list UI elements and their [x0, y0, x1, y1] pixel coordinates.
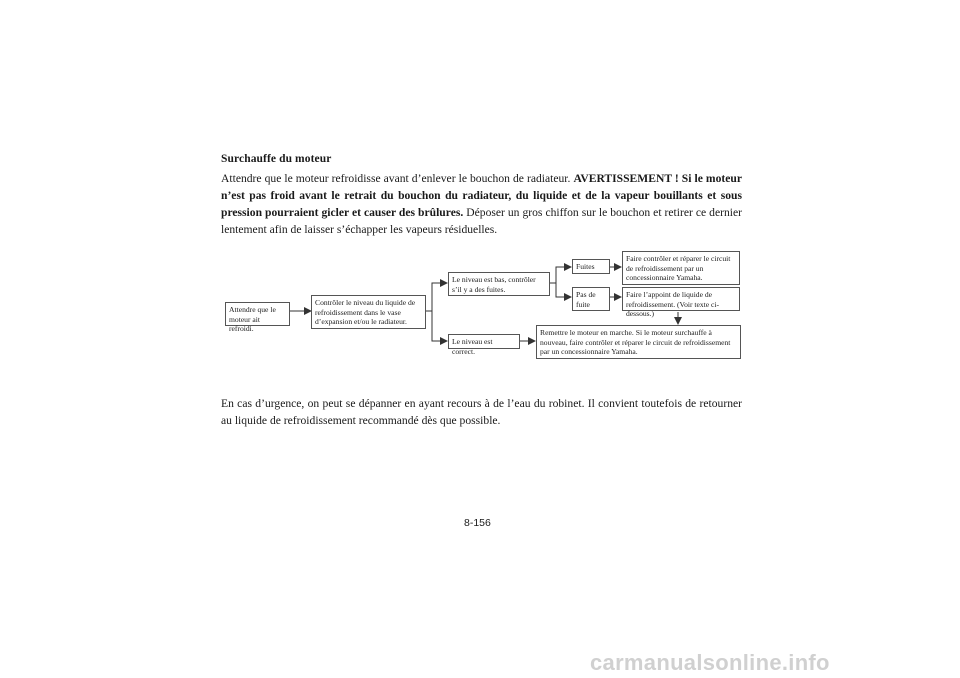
paragraph-emergency: En cas d’urgence, on peut se dépanner en ayant recours à de l’eau du robinet. Il convient toutefois de retourner au liquide de refroidissement recommandé dès que possible.: [221, 397, 742, 427]
box-restart: Remettre le moteur en marche. Si le moteur surchauffe à nouveau, faire contrôler et réparer le circuit de refroidissement par un concessionnaire Yamaha.: [536, 325, 741, 359]
connector-low-leaks: [550, 267, 571, 283]
box-repair: Faire contrôler et réparer le circuit de refroidissement par un concessionnaire Yamaha.: [622, 251, 740, 285]
connector-check-branch: [426, 283, 447, 311]
box-check-level: Contrôler le niveau du liquide de refroidissement dans le vase d’expansion et/ou le radiateur.: [311, 295, 426, 329]
section-title: Surchauffe du moteur: [221, 153, 332, 165]
connector-low-noleak: [556, 283, 571, 297]
page-number: 8-156: [464, 517, 491, 529]
box-topup: Faire l’appoint de liquide de refroidissement. (Voir texte ci-dessous.): [622, 287, 740, 311]
watermark: carmanualsonline.info: [590, 650, 830, 675]
box-wait-cool: Attendre que le moteur ait refroidi.: [225, 302, 290, 326]
paragraph-text: Attendre que le moteur refroidisse avant d’enlever le bouchon de radiateur.: [221, 172, 574, 185]
warning-text: AVERTISSEMENT ! Si le moteur n’est pas froid avant le retrait du bouchon du radiateur, du liquide et de la vapeur bouillants et sous pression pourraient gicler et causer des brûlures.: [221, 172, 742, 219]
paragraph-text-continued: Déposer un gros chiffon sur le bouchon et retirer ce dernier lentement afin de laisser s’échapper les vapeurs résiduelles.: [221, 206, 742, 236]
box-leaks: Fuites: [572, 259, 610, 274]
connector-check-ok: [432, 311, 447, 341]
box-level-low: Le niveau est bas, contrôler s’il y a des fuites.: [448, 272, 550, 296]
box-no-leak: Pas de fuite: [572, 287, 610, 311]
box-level-ok: Le niveau est correct.: [448, 334, 520, 349]
